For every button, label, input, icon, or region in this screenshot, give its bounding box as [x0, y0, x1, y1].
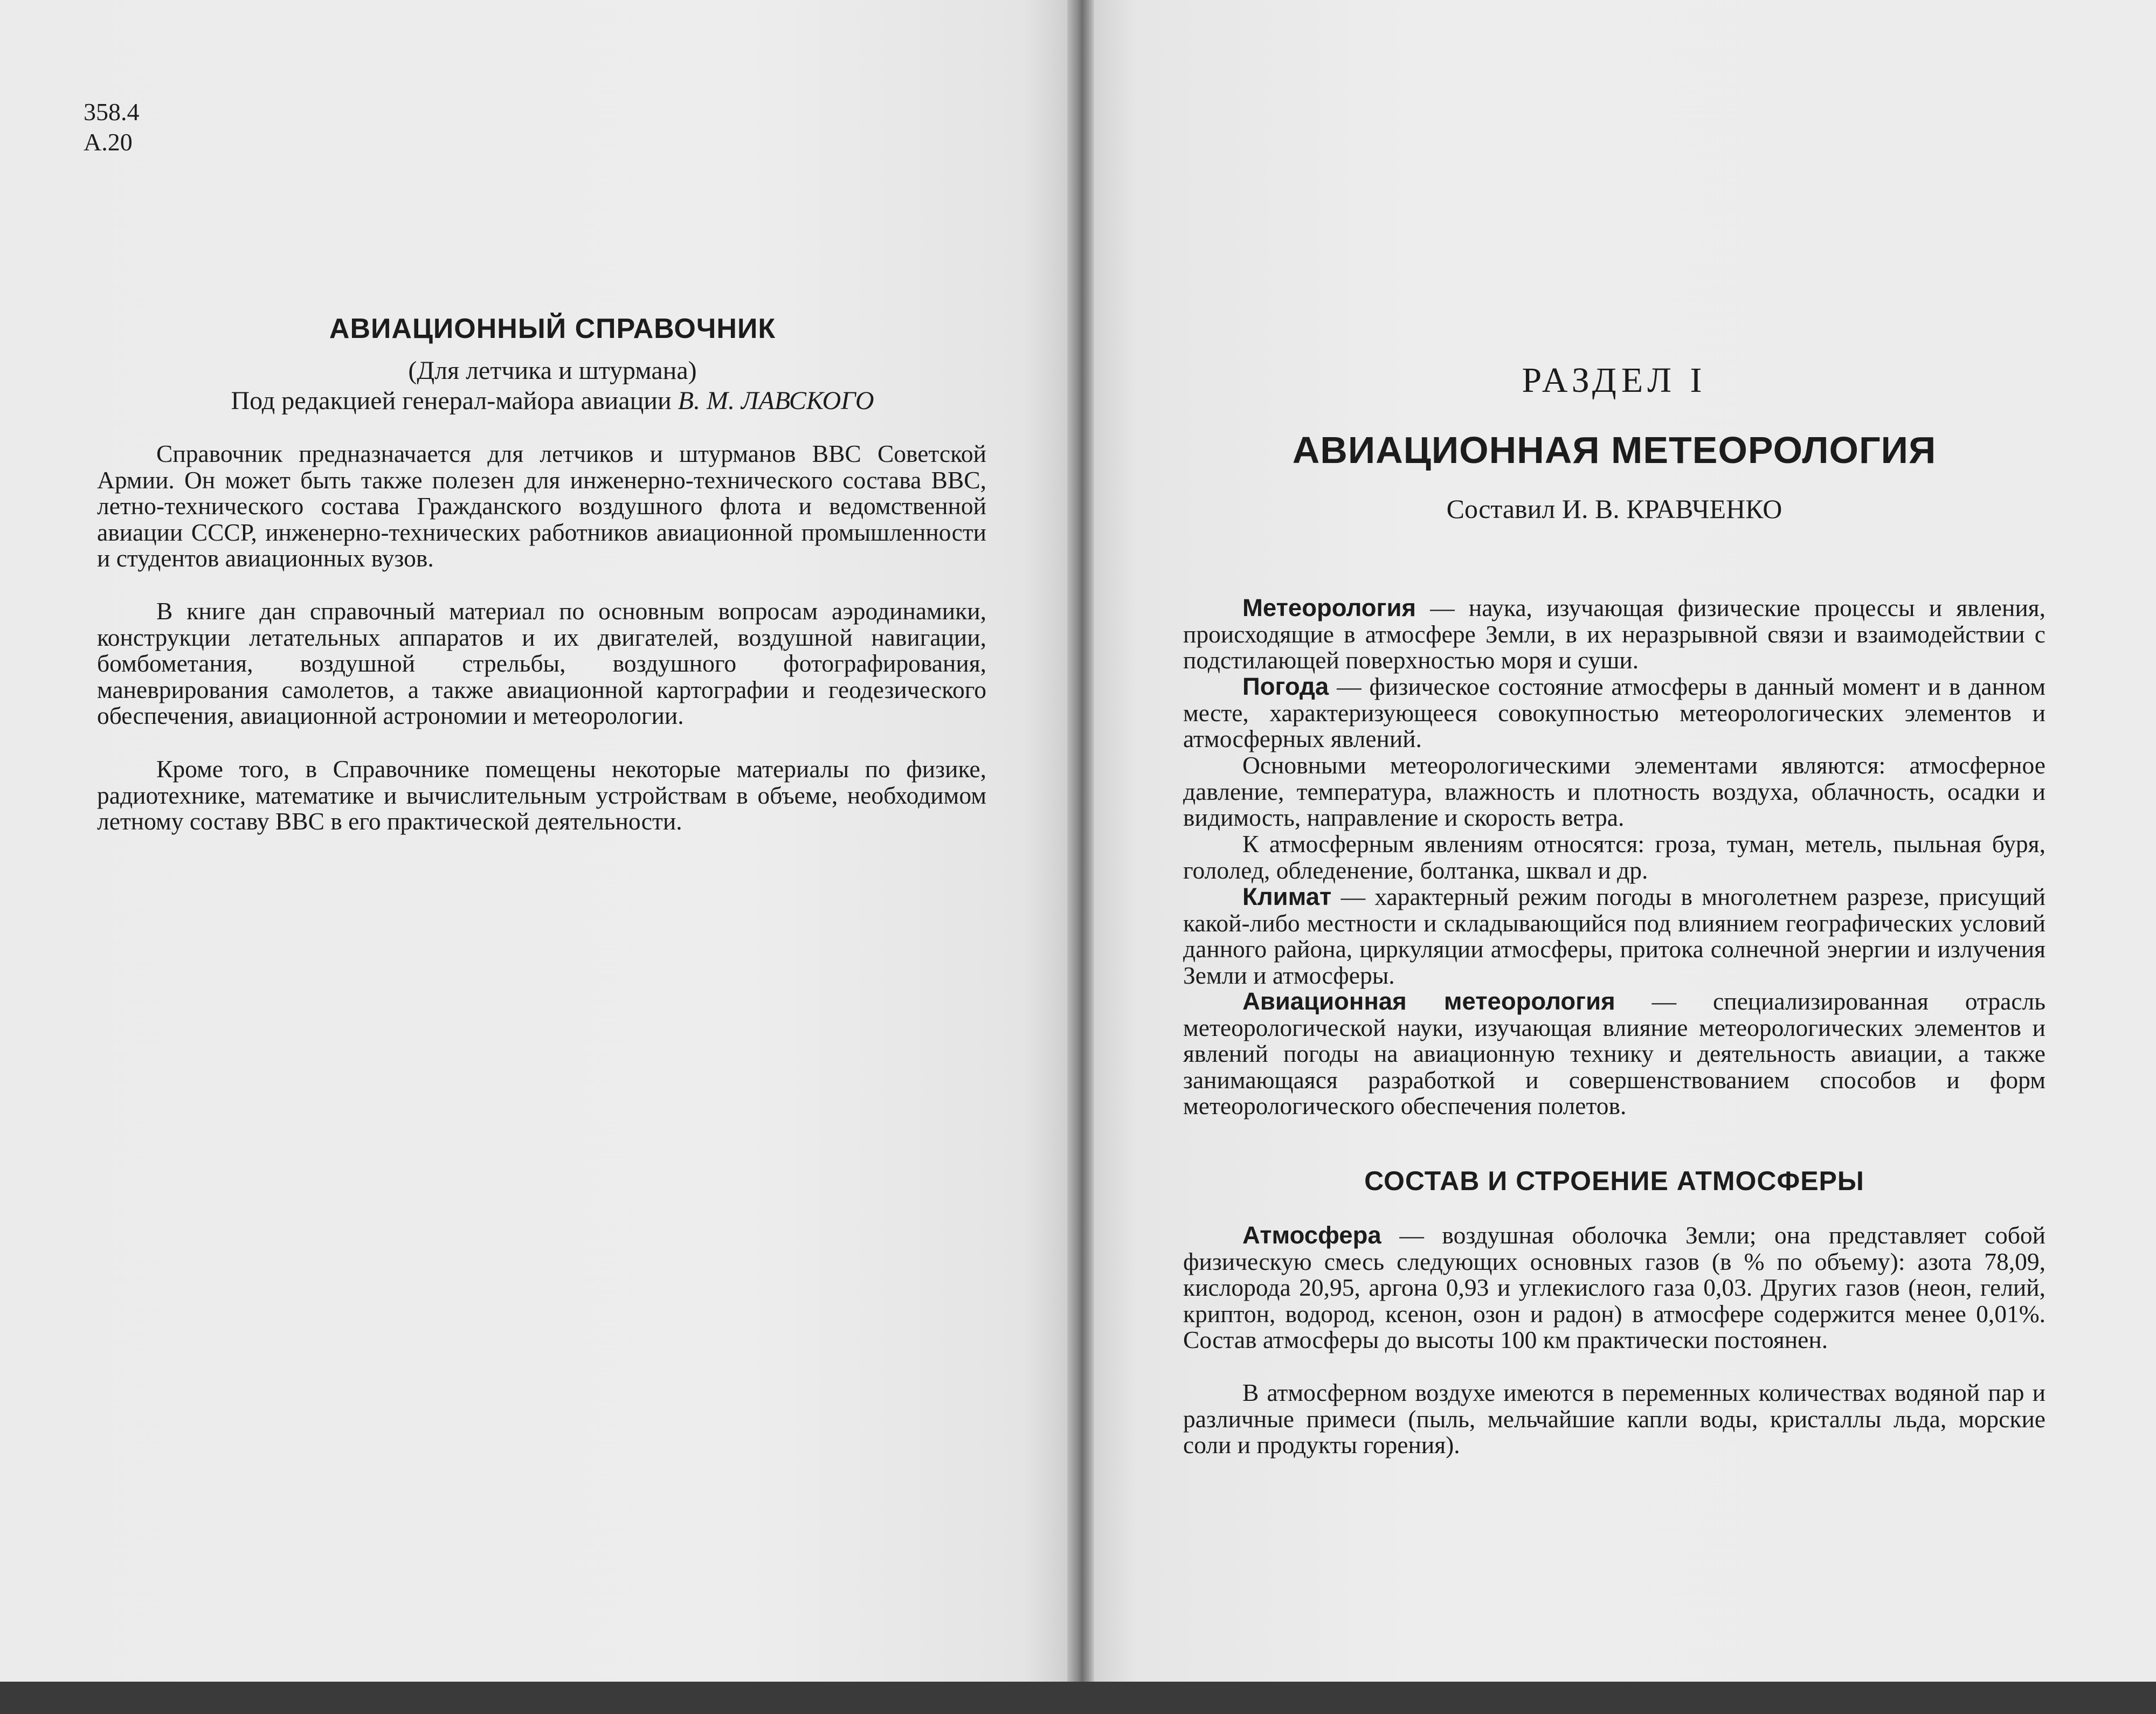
body-paragraph: К атмосферным явлениям относятся: гроза, туман, метель, пыльная буря, гололед, обледенение, болтанка, шквал и др.	[1183, 830, 2046, 884]
definition-text: — характерный режим погоды в многолетнем разрезе, присущий какой-либо местности и складывающийся под влиянием географических условий данного района, циркуляции атмосферы, притока солнечной энергии и излучения Земли и атмосферы.	[1183, 883, 2046, 989]
body-paragraph: Основными метеорологическими элементами являются: атмосферное давление, температура, влажность и плотность воздуха, облачность, осадки и видимость, направление и скорость ветра.	[1183, 751, 2046, 831]
left-page	[0, 0, 1067, 1714]
book-gutter	[1067, 0, 1094, 1714]
definition-paragraph	[1183, 595, 2046, 674]
annotation-paragraph: Справочник предназначается для летчиков и штурманов ВВС Советской Армии. Он может быть также полезен для инженерно-технического состава ВВС, летно-технического состава Гражданского воздушного флота и ведомственной авиации СССР, инженерно-технических работников авиационной промышленности и студентов авиационных вузов.	[97, 440, 986, 572]
definition-paragraph	[1183, 1222, 2046, 1353]
annotation-paragraph: В книге дан справочный материал по основным вопросам аэродинамики, конструкции летательных аппаратов и их двигателей, воздушной навигации, бомбометания, воздушной стрельбы, воздушного фотографирования, маневрирования самолетов, а также авиационной картографии и геодезического обеспечения, авиационной астрономии и метеорологии.	[97, 597, 986, 729]
shelf-code	[84, 97, 140, 157]
annotation-paragraph: Кроме того, в Справочнике помещены некоторые материалы по физике, радиотехнике, математике и вычислительным устройствам в объеме, необходимом летному составу ВВС в его практической деятельности.	[97, 755, 986, 835]
editor-prefix: Под редакцией генерал-майора авиации	[231, 386, 672, 415]
definition-term: Авиационная метеорология	[1242, 987, 1615, 1015]
definition-term: Погода	[1242, 673, 1329, 700]
book-title: АВИАЦИОННЫЙ СПРАВОЧНИК	[329, 313, 776, 344]
definition-text: — наука, изучающая физические процессы и явления, происходящие в атмосфере Земли, в их неразрывной связи и взаимодействии с подстилающей поверхностью моря и суши.	[1183, 594, 2046, 674]
definition-paragraph	[1183, 674, 2046, 752]
book-subtitle: (Для летчика и штурмана)	[408, 356, 697, 385]
definition-paragraph	[1183, 884, 2046, 989]
section-title: АВИАЦИОННАЯ МЕТЕОРОЛОГИЯ	[1292, 429, 1937, 471]
definition-text: — специализированная отрасль метеорологической науки, изучающая влияние метеорологических элементов и явлений погоды на авиационную технику и деятельность авиации, а также занимающаяся разработкой и совершенствованием способов и форм метеорологического обеспечения полетов.	[1183, 987, 2046, 1119]
shelf-code-line-1: 358.4	[84, 98, 140, 126]
definition-paragraph	[1183, 989, 2046, 1119]
body-paragraph: В атмосферном воздухе имеются в переменных количествах водяной пар и различные примеси (пыль, мельчайшие капли воды, кристаллы льда, морские соли и продукты горения).	[1183, 1379, 2046, 1459]
definition-text: — физическое состояние атмосферы в данный момент и в данном месте, характеризующееся совокупностью метеорологических элементов и атмосферных явлений.	[1183, 673, 2046, 752]
definition-term: Метеорология	[1242, 594, 1416, 621]
definition-text: — воздушная оболочка Земли; она представляет собой физическую смесь следующих основных газов (в % по объему): азота 78,09, кислорода 20,95, аргона 0,93 и углекислого газа 0,03. Других газов (неон, гелий, криптон, водород, ксенон, озон и радон) в атмосфере содержится менее 0,01%. Состав атмосферы до высоты 100 км практически постоянен.	[1183, 1221, 2046, 1353]
section-number: РАЗДЕЛ I	[1522, 361, 1707, 400]
definition-term: Атмосфера	[1242, 1221, 1381, 1249]
subheading: СОСТАВ И СТРОЕНИЕ АТМОСФЕРЫ	[1364, 1166, 1864, 1196]
shelf-code-line-2: А.20	[84, 128, 133, 156]
editor-name: В. М. ЛАВСКОГО	[678, 386, 874, 415]
scan-bottom-edge	[0, 1682, 2156, 1714]
book-editor-line	[97, 386, 1008, 416]
compiled-by: Составил И. В. КРАВЧЕНКО	[1446, 494, 1782, 524]
definition-term: Климат	[1242, 883, 1332, 910]
